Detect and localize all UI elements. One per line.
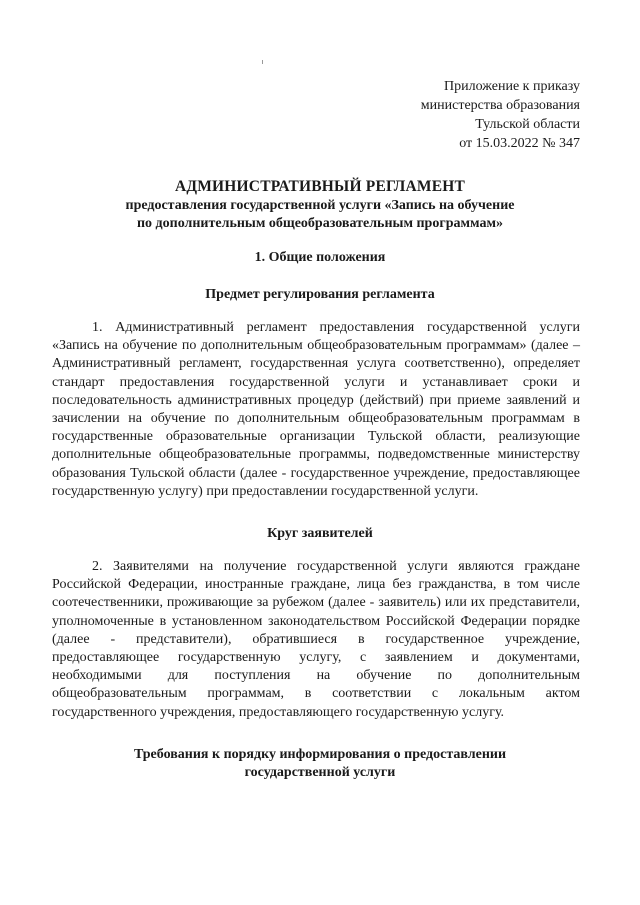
document-title: АДМИНИСТРАТИВНЫЙ РЕГЛАМЕНТ bbox=[174, 178, 466, 195]
subsection-heading-informing bbox=[40, 746, 600, 782]
section-heading: 1. Общие положения bbox=[254, 250, 386, 265]
attachment-line-2: министерства образования bbox=[420, 98, 580, 113]
attachment-note bbox=[320, 77, 580, 153]
scan-mark bbox=[262, 60, 263, 64]
attachment-line-4: от 15.03.2022 № 347 bbox=[459, 136, 580, 151]
document-title-block bbox=[40, 177, 600, 233]
document-subtitle-line-1: предоставления государственной услуги «Запись на обучение bbox=[125, 198, 515, 213]
subsection-heading-subject: Предмет регулирования регламента bbox=[205, 287, 435, 302]
paragraph-2: 2. Заявителями на получение государственной услуги являются граждане Российской Федерации, иностранные граждане, лица без гражданства, в том числе соотечественники, проживающие за рубежом (далее - заявитель) или их представители, уполномоченные в установленном законодательством Российской Федерации порядке (далее - представители), обратившиеся в государственное учреждение, предоставляющее государственную услугу, с заявлением и документами, необходимыми для поступления на обучение по дополнительным общеобразовательным программам, в соответствии с локальным актом государственного учреждения, предоставляющего государственную услугу. bbox=[52, 559, 580, 720]
subsection-heading-applicants: Круг заявителей bbox=[267, 526, 373, 541]
attachment-line-1: Приложение к приказу bbox=[444, 79, 580, 94]
attachment-line-3: Тульской области bbox=[475, 117, 580, 132]
informing-heading-line-1: Требования к порядку информирования о предоставлении bbox=[133, 747, 507, 762]
paragraph-1: 1. Административный регламент предоставления государственной услуги «Запись на обучение по дополнительным общеобразовательным программам» (далее – Административный регламент, государственная услуга соответственно), определяет стандарт предоставления государственной услуги и устанавливает сроки и последовательность административных процедур (действий) при приеме заявлений и зачислении на обучение по дополнительным общеобразовательным программам в государственные образовательные организации Тульской области, реализующие дополнительные общеобразовательные программы, подведомственные министерству образования Тульской области (далее - государственное учреждение, предоставляющее государственную услугу) при предоставлении государственной услуги. bbox=[52, 320, 580, 499]
document-subtitle-line-2: по дополнительным общеобразовательным программам» bbox=[136, 216, 503, 231]
informing-heading-line-2: государственной услуги bbox=[244, 765, 396, 780]
